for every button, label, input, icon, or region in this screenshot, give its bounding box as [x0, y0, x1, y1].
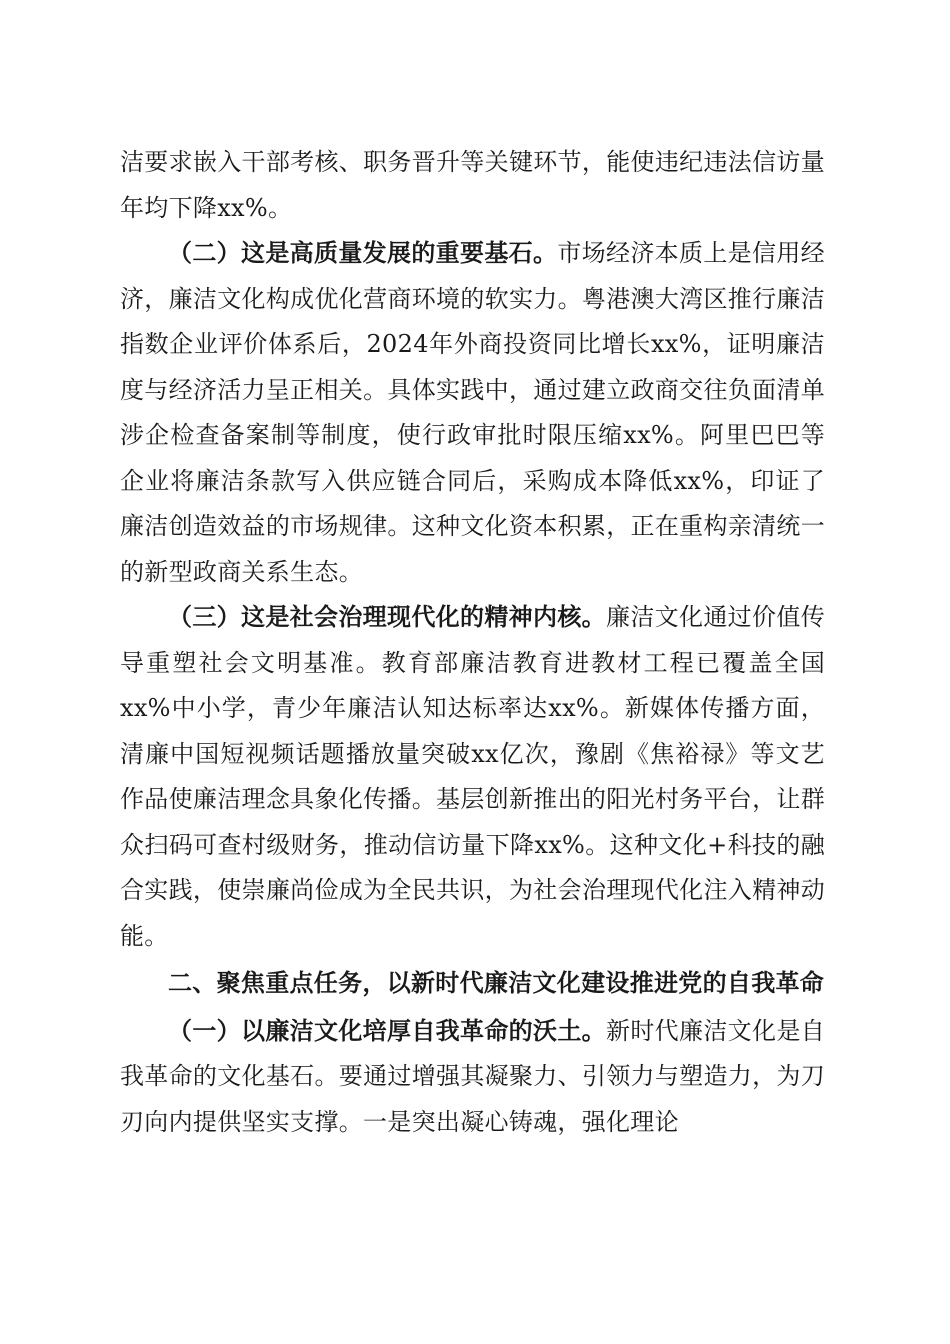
- paragraph-lead-sentence: （二）这是高质量发展的重要基石。: [168, 239, 558, 267]
- document-body: [120, 140, 825, 1145]
- paragraph-social-governance: [120, 595, 825, 959]
- paragraph-text: 市场经济本质上是信用经济，廉洁文化构成优化营商环境的软实力。粤港澳大湾区推行廉洁指数企业评价体系后，2024年外商投资同比增长xx%，证明廉洁度与经济活力呈正相关。具体实践中，通过建立政商交往负面清单涉企检查备案制等制度，使行政审批时限压缩xx%。阿里巴巴等企业将廉洁条款写入供应链合同后，采购成本降低xx%，印证了廉洁创造效益的市场规律。这种文化资本积累，正在重构亲清统一的新型政商关系生态。: [120, 239, 825, 586]
- paragraph-continuation: [120, 140, 825, 231]
- paragraph-high-quality-development: [120, 231, 825, 595]
- paragraph-text: 新时代廉洁文化是自我革命的文化基石。要通过增强其凝聚力、引领力与塑造力，为刀刃向内提供坚实支撑。一是突出凝心铸魂，强化理论: [120, 1016, 825, 1136]
- section-heading: 二、聚焦重点任务，以新时代廉洁文化建设推进党的自我革命: [168, 969, 825, 997]
- paragraph-text: 廉洁文化通过价值传导重塑社会文明基准。教育部廉洁教育进教材工程已覆盖全国xx%中小学，青少年廉洁认知达标率达xx%。新媒体传播方面，清廉中国短视频话题播放量突破xx亿次，豫剧《焦裕禄》等文艺作品使廉洁理念具象化传播。基层创新推出的阳光村务平台，让群众扫码可查村级财务，推动信访量下降xx%。这种文化+科技的融合实践，使崇廉尚俭成为全民共识，为社会治理现代化注入精神动能。: [120, 603, 825, 950]
- paragraph-lead-sentence: （三）这是社会治理现代化的精神内核。: [168, 603, 607, 631]
- paragraph-lead-sentence: （一）以廉洁文化培厚自我革命的沃土。: [168, 1016, 607, 1045]
- paragraph-text: 洁要求嵌入干部考核、职务晋升等关键环节，能使违纪违法信访量年均下降xx%。: [120, 148, 825, 222]
- paragraph-self-revolution-soil: [120, 1009, 825, 1146]
